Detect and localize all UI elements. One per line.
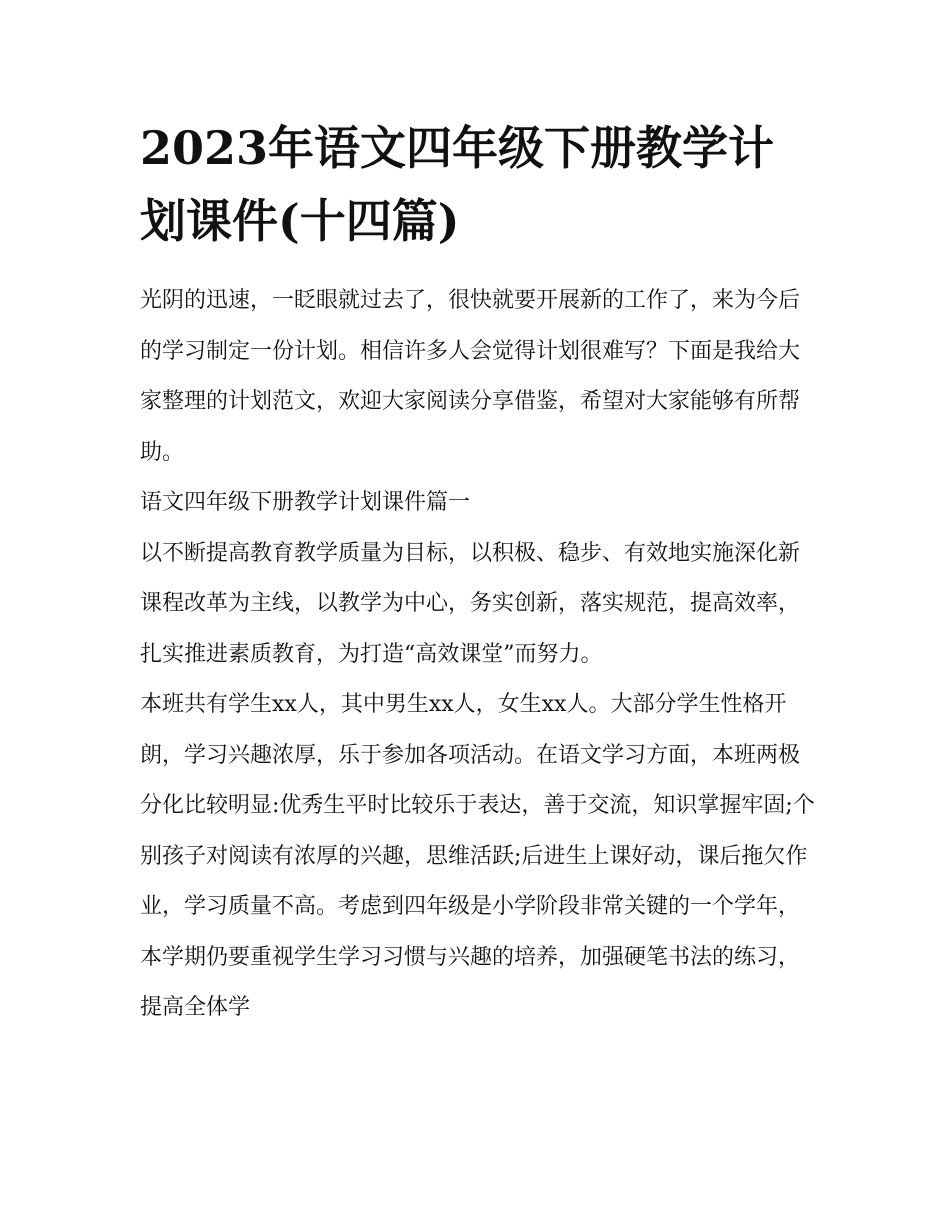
section-heading: 语文四年级下册教学计划课件篇一	[140, 490, 471, 515]
intro-paragraph: 光阴的迅速，一眨眼就过去了，很快就要开展新的工作了，来为今后的学习制定一份计划。相信许多人会觉得计划很难写？下面是我给大家整理的计划范文，欢迎大家阅读分享借鉴，希望对大家能够有所帮助。	[140, 288, 801, 465]
class-analysis-paragraph: 本班共有学生xx人，其中男生xx人，女生xx人。大部分学生性格开朗，学习兴趣浓厚，乐于参加各项活动。在语文学习方面，本班两极分化比较明显:优秀生平时比较乐于表达，善于交流，知识掌握牢固;个别孩子对阅读有浓厚的兴趣，思维活跃;后进生上课好动，课后拖欠作业，学习质量不高。考虑到四年级是小学阶段非常关键的一个学年，本学期仍要重视学生学习习惯与兴趣的培养，加强硬笔书法的练习，提高全体学	[140, 692, 815, 1020]
goal-paragraph: 以不断提高教育教学质量为目标，以积极、稳步、有效地实施深化新课程改革为主线，以教学为中心，务实创新，落实规范，提高效率，扎实推进素质教育，为打造“高效课堂”而努力。	[140, 540, 801, 667]
document-title: 2023年语文四年级下册教学计划课件(十四篇)	[140, 121, 775, 248]
document-body	[140, 276, 820, 1034]
